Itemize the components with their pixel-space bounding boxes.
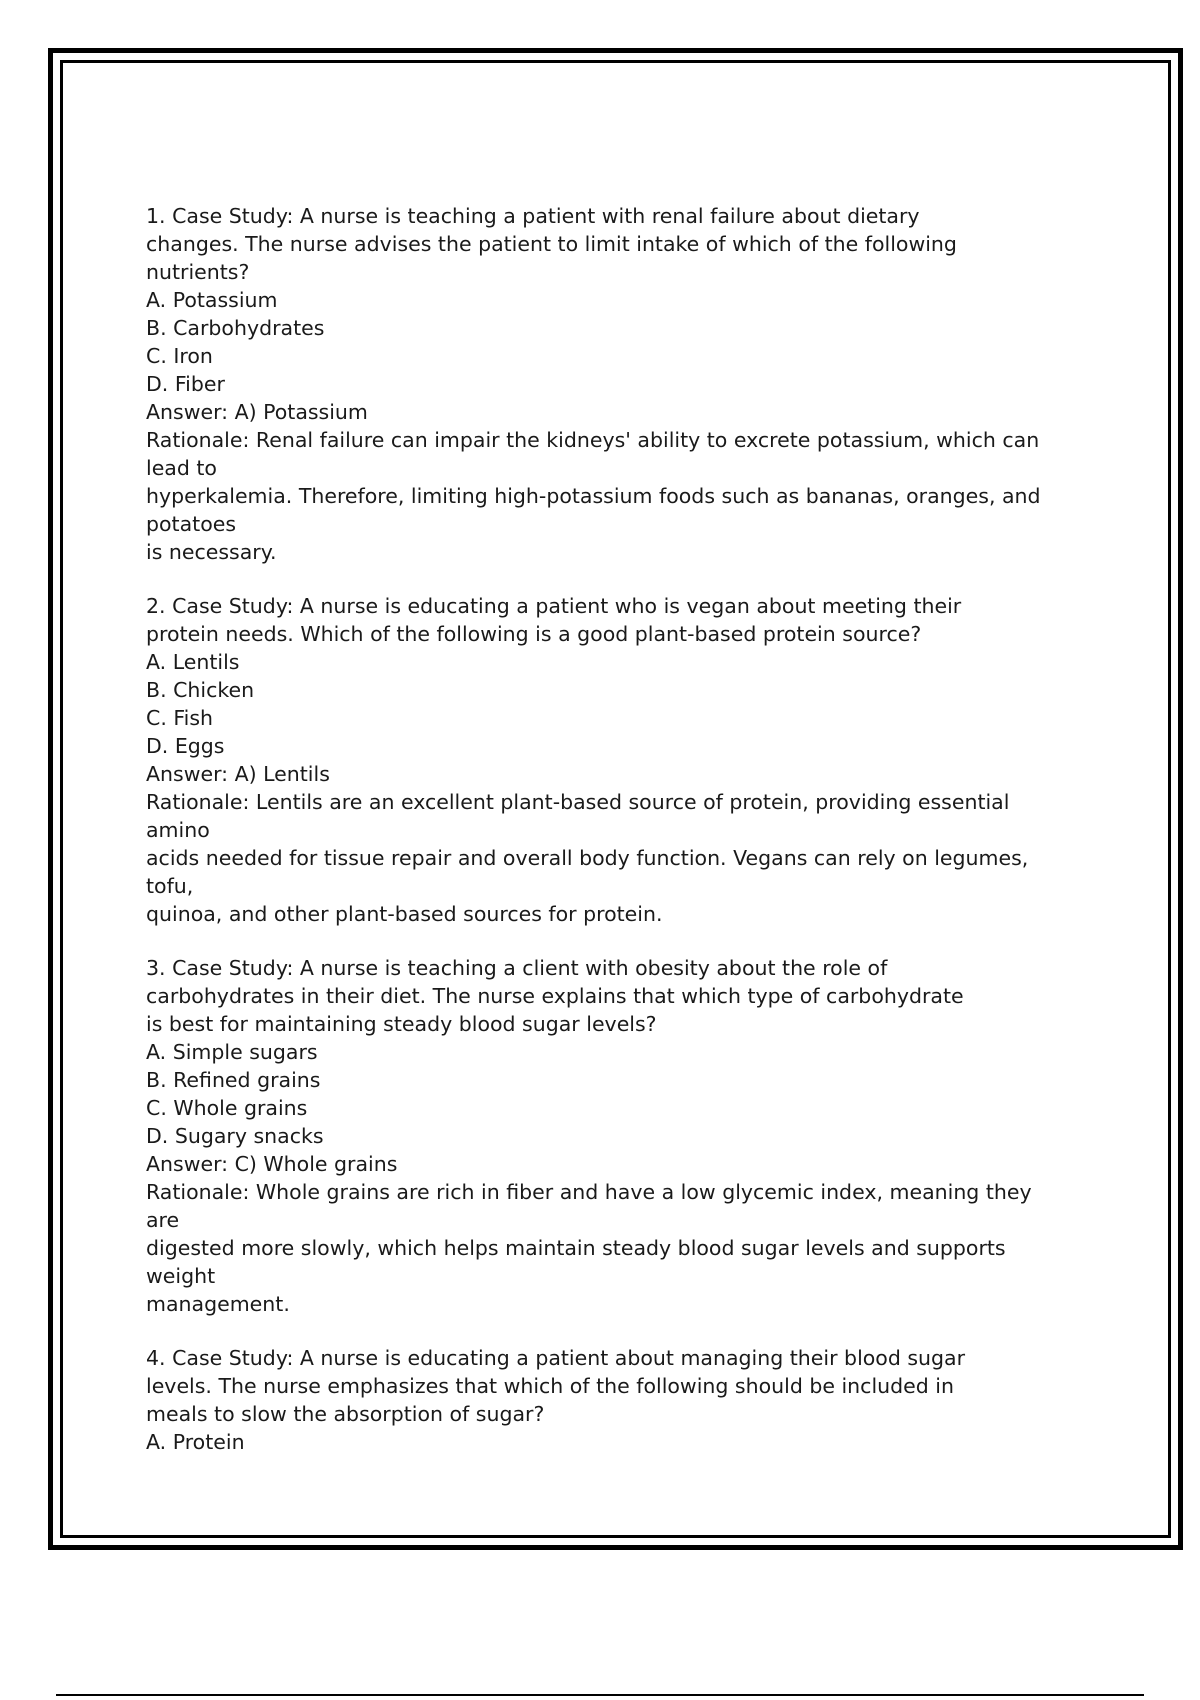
answer-option: D. Fiber <box>146 372 225 396</box>
question-block-2 <box>146 592 1086 928</box>
question-stem-line: nutrients? <box>146 260 250 284</box>
rationale-line: quinoa, and other plant-based sources for protein. <box>146 902 663 926</box>
answer-option: B. Chicken <box>146 678 255 702</box>
question-stem-line: protein needs. Which of the following is a good plant-based protein source? <box>146 622 922 646</box>
answer-option: D. Sugary snacks <box>146 1124 324 1148</box>
question-block-1 <box>146 202 1086 566</box>
answer-option: A. Protein <box>146 1430 245 1454</box>
answer-option: C. Fish <box>146 706 214 730</box>
rationale-line: Rationale: Renal failure can impair the kidneys' ability to excrete potassium, which can <box>146 428 1040 452</box>
correct-answer: Answer: A) Potassium <box>146 400 368 424</box>
answer-option: A. Simple sugars <box>146 1040 318 1064</box>
answer-option: C. Whole grains <box>146 1096 308 1120</box>
answer-option: A. Potassium <box>146 288 278 312</box>
correct-answer: Answer: A) Lentils <box>146 762 330 786</box>
rationale-line: management. <box>146 1292 290 1316</box>
rationale-line: is necessary. <box>146 540 277 564</box>
question-stem-line: 4. Case Study: A nurse is educating a patient about managing their blood sugar <box>146 1346 966 1370</box>
question-stem-line: 1. Case Study: A nurse is teaching a patient with renal failure about dietary <box>146 204 920 228</box>
rationale-line: weight <box>146 1264 216 1288</box>
question-stem-line: levels. The nurse emphasizes that which of the following should be included in <box>146 1374 954 1398</box>
question-stem-line: 2. Case Study: A nurse is educating a patient who is vegan about meeting their <box>146 594 962 618</box>
rationale-line: Rationale: Lentils are an excellent plant-based source of protein, providing essential <box>146 790 1010 814</box>
footer-rule <box>56 1694 1144 1696</box>
rationale-line: are <box>146 1208 180 1232</box>
question-stem-line: 3. Case Study: A nurse is teaching a client with obesity about the role of <box>146 956 888 980</box>
question-block-3 <box>146 954 1086 1318</box>
rationale-line: potatoes <box>146 512 237 536</box>
question-stem-line: meals to slow the absorption of sugar? <box>146 1402 545 1426</box>
correct-answer: Answer: C) Whole grains <box>146 1152 398 1176</box>
answer-option: C. Iron <box>146 344 213 368</box>
question-stem-line: changes. The nurse advises the patient to limit intake of which of the following <box>146 232 957 256</box>
question-block-4 <box>146 1344 1086 1456</box>
rationale-line: lead to <box>146 456 217 480</box>
answer-option: B. Refined grains <box>146 1068 321 1092</box>
answer-option: A. Lentils <box>146 650 240 674</box>
rationale-line: Rationale: Whole grains are rich in fiber and have a low glycemic index, meaning they <box>146 1180 1032 1204</box>
rationale-line: hyperkalemia. Therefore, limiting high-potassium foods such as bananas, oranges, and <box>146 484 1041 508</box>
question-stem-line: carbohydrates in their diet. The nurse explains that which type of carbohydrate <box>146 984 964 1008</box>
question-stem-line: is best for maintaining steady blood sugar levels? <box>146 1012 657 1036</box>
rationale-line: digested more slowly, which helps maintain steady blood sugar levels and supports <box>146 1236 1006 1260</box>
rationale-line: tofu, <box>146 874 194 898</box>
rationale-line: acids needed for tissue repair and overall body function. Vegans can rely on legumes, <box>146 846 1029 870</box>
answer-option: D. Eggs <box>146 734 225 758</box>
rationale-line: amino <box>146 818 210 842</box>
answer-option: B. Carbohydrates <box>146 316 325 340</box>
question-list <box>146 202 1086 1482</box>
